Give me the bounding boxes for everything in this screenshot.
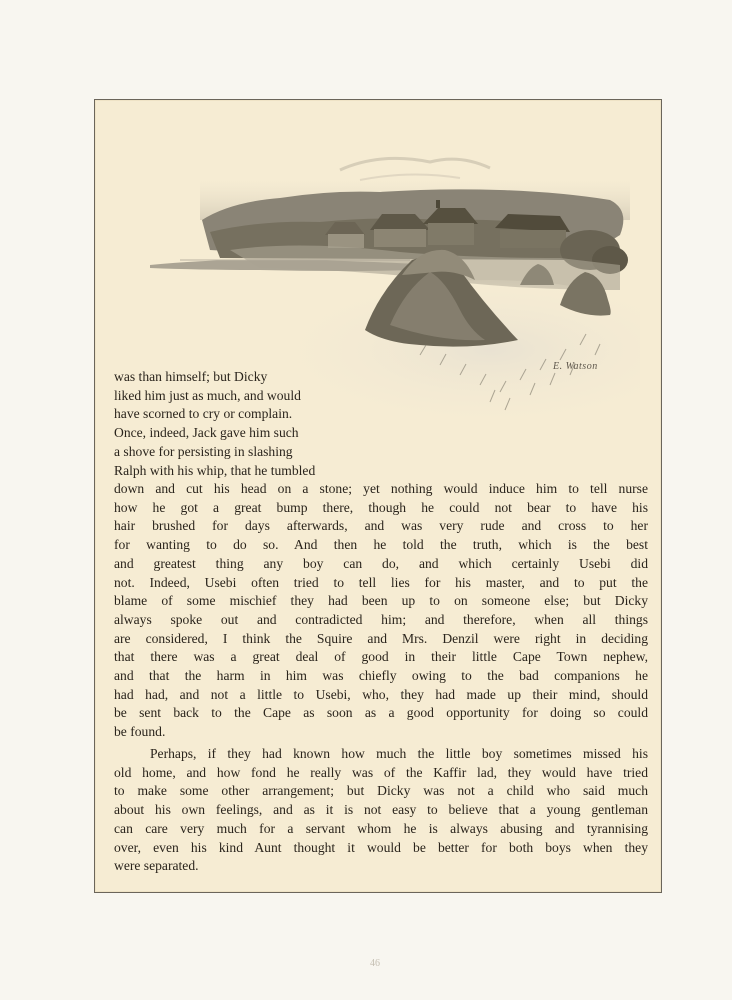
text-line: how he got a great bump there, though he could not bear to have his [114, 499, 648, 515]
text-line: to make some other arrangement; but Dicky was not a child who said much [114, 783, 648, 799]
text-line: liked him just as much, and would [114, 387, 301, 403]
text-line: down and cut his head on a stone; yet nothing would induce him to tell nurse [114, 481, 648, 496]
text-line: be sent back to the Cape as soon as a good opportunity for doing so could [114, 705, 648, 721]
illustrator-signature: E. Watson [553, 361, 598, 372]
text-line: for wanting to do so. And then he told the truth, which is the best [114, 537, 648, 553]
text-line: had had, and not a little to Usebi, who, they had made up their mind, should [114, 686, 648, 702]
text-line: over, even his kind Aunt thought it would be better for both boys when they [114, 839, 648, 855]
text-line: not. Indeed, Usebi often tried to tell lies for his master, and to put the [114, 574, 648, 590]
narrow-text-block [114, 368, 384, 480]
full-text-block [114, 480, 648, 742]
text-line: were separated. [114, 858, 199, 874]
text-line: was than himself; but Dicky [114, 369, 268, 384]
text-line: Perhaps, if they had known how much the little boy sometimes missed his [150, 746, 648, 761]
text-line: be found. [114, 724, 166, 740]
text-line: are considered, I think the Squire and Mrs. Denzil were right in deciding [114, 630, 648, 646]
text-line: and that the harm in him was chiefly owing to the bad companions he [114, 668, 648, 684]
second-paragraph [114, 745, 648, 876]
text-line: and greatest thing any boy can do, and which certainly Usebi did [114, 555, 648, 571]
text-line: have scorned to cry or complain. [114, 406, 293, 422]
text-line: about his own feelings, and as it is not easy to believe that a young gentleman [114, 802, 648, 818]
page-number: 46 [370, 958, 380, 969]
text-line: old home, and how fond he really was of the Kaffir lad, they would have tried [114, 764, 648, 780]
text-line: Ralph with his whip, that he tumbled [114, 462, 316, 478]
text-line: Once, indeed, Jack gave him such [114, 425, 299, 441]
text-line: a shove for persisting in slashing [114, 443, 293, 459]
text-line: blame of some mischief they had been up to on someone else; but Dicky [114, 593, 648, 609]
text-line: that there was a great deal of good in their little Cape Town nephew, [114, 649, 648, 665]
text-line: hair brushed for days afterwards, and was very rude and cross to her [114, 518, 648, 534]
text-line: can care very much for a servant whom he is always abusing and tyrannising [114, 820, 648, 836]
text-line: always spoke out and contradicted him; and therefore, when all things [114, 611, 648, 627]
